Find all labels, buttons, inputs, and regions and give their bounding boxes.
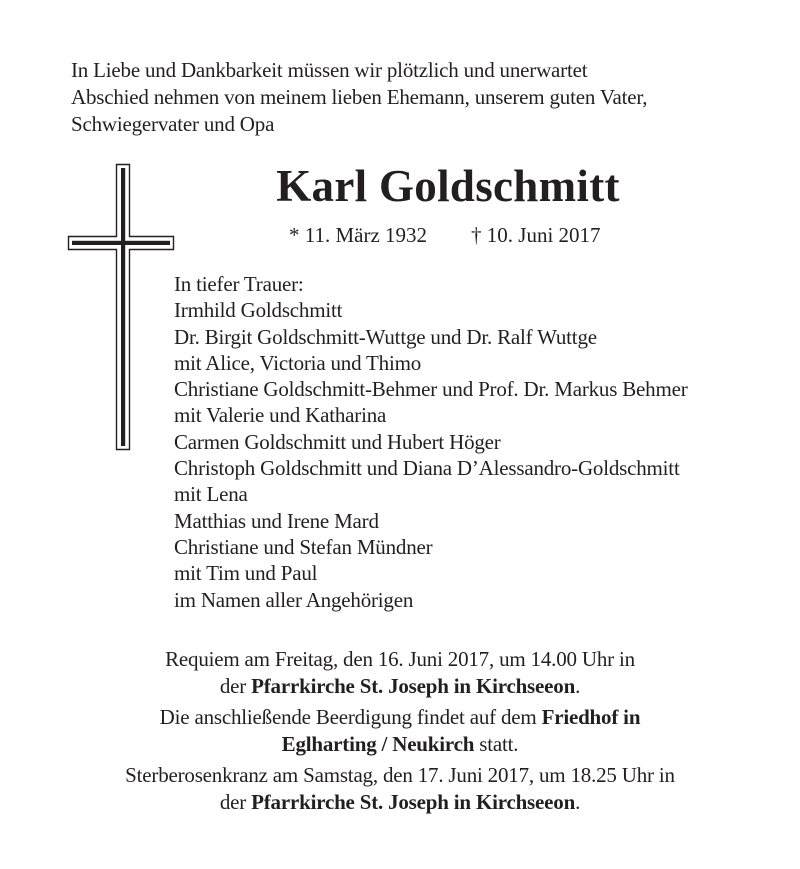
- requiem-info: [0, 646, 800, 699]
- deceased-name: Karl Goldschmitt: [276, 161, 620, 211]
- rosary-church: Pfarrkirche St. Joseph in Kirchseeon: [251, 789, 576, 814]
- rosary-info: [0, 762, 800, 815]
- mourner: mit Alice, Victoria und Thimo: [174, 350, 422, 375]
- burial-info: [0, 704, 800, 757]
- mourners-list: [174, 271, 688, 613]
- rosary-line-2-prefix: der: [219, 789, 252, 814]
- mourner: Irmhild Goldschmitt: [174, 298, 343, 323]
- requiem-line-1: Requiem am Freitag, den 16. Juni 2017, um 14.00 Uhr in: [165, 647, 635, 671]
- mourner: Matthias und Irene Mard: [174, 508, 379, 533]
- requiem-line-2-prefix: der: [219, 673, 252, 698]
- burial-location: Eglharting / Neukirch: [281, 731, 475, 756]
- burial-line-2: [0, 731, 800, 758]
- mourner: mit Tim und Paul: [174, 561, 318, 586]
- requiem-line-2: [0, 673, 800, 700]
- burial-cemetery: Friedhof in: [541, 705, 641, 729]
- rosary-line-2-suffix: .: [575, 789, 581, 814]
- mourner: Carmen Goldschmitt und Hubert Höger: [174, 429, 501, 454]
- mourner: im Namen aller Angehörigen: [174, 587, 414, 612]
- burial-line-2-suffix: statt.: [474, 731, 519, 756]
- burial-line-1-prefix: Die anschließende Beerdigung findet auf dem: [159, 705, 542, 729]
- mourner: Christiane Goldschmitt-Behmer und Prof. Dr. Markus Behmer: [174, 377, 688, 402]
- mourners-heading: In tiefer Trauer:: [174, 272, 304, 296]
- birth-date: * 11. März 1932: [289, 223, 428, 247]
- rosary-line-1: Sterberosenkranz am Samstag, den 17. Juni 2017, um 18.25 Uhr in: [125, 763, 675, 787]
- burial-line-1: [0, 704, 800, 731]
- rosary-line-2: [0, 789, 800, 816]
- mourner: mit Lena: [174, 482, 248, 507]
- mourner: Christiane und Stefan Mündner: [174, 534, 433, 559]
- mourner: Dr. Birgit Goldschmitt-Wuttge und Dr. Ralf Wuttge: [174, 324, 597, 349]
- death-date: † 10. Juni 2017: [471, 223, 601, 247]
- mourner: Christoph Goldschmitt und Diana D’Alessandro-Goldschmitt: [174, 456, 680, 481]
- mourner: mit Valerie und Katharina: [174, 403, 387, 428]
- cross-inner-horizontal: [72, 241, 170, 245]
- life-dates: [289, 222, 601, 249]
- requiem-church: Pfarrkirche St. Joseph in Kirchseeon: [251, 673, 576, 698]
- intro-line: Abschied nehmen von meinem lieben Ehemann, unserem guten Vater,: [71, 85, 648, 109]
- requiem-line-2-suffix: .: [575, 673, 581, 698]
- intro-line: In Liebe und Dankbarkeit müssen wir plötzlich und unerwartet: [71, 58, 588, 82]
- intro-line: Schwiegervater und Opa: [71, 112, 275, 136]
- service-info: [0, 646, 800, 820]
